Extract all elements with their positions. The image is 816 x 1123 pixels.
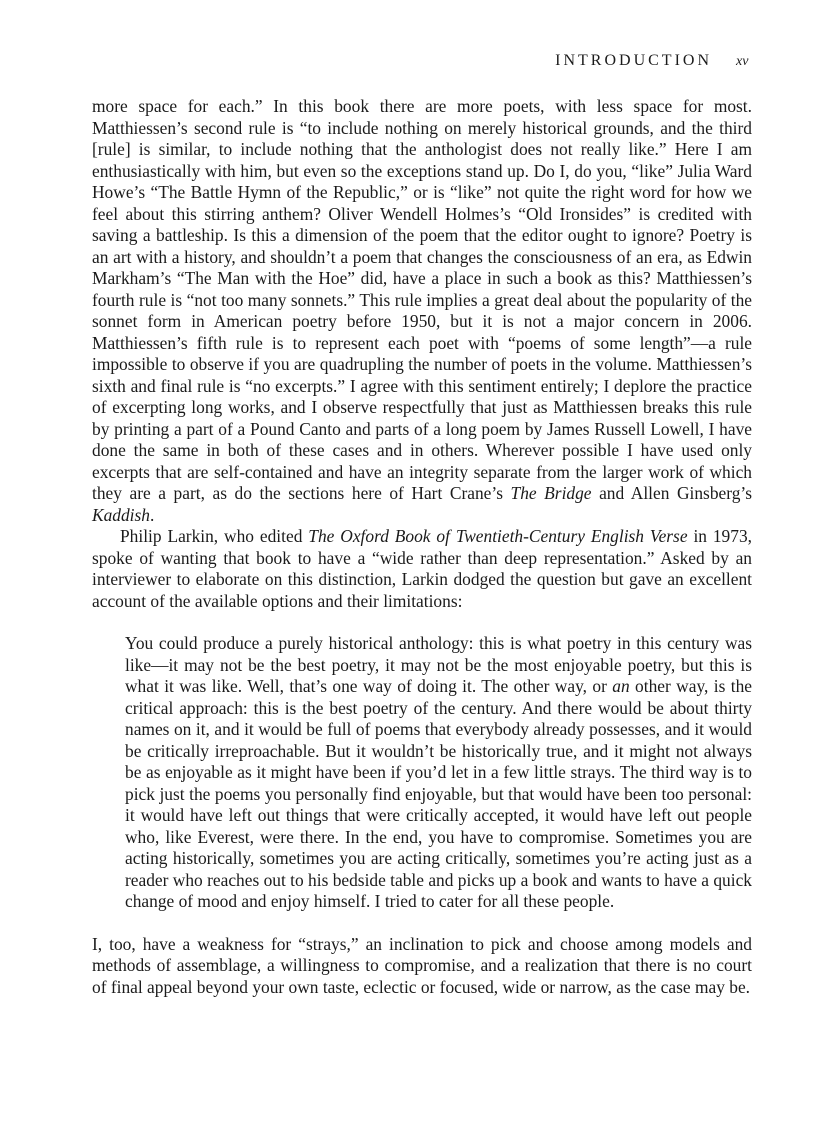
quote-text: You could produce a purely historical anthology: this is what poetry in this century was like—it may not be the best poetry, it may not be the most enjoyable poetry, but this is what it was like. Well, that’s one way of doing it. The other way, or bbox=[125, 633, 752, 696]
paragraph-text: . bbox=[149, 504, 155, 525]
running-head bbox=[0, 52, 816, 74]
paragraph-matthiessen-rules bbox=[92, 96, 752, 526]
paragraph-text: more space for each.” In this book there are more poets, with less space for most. Matthiessen’s second rule is “to include nothing on merely historical grounds, and the third [rule] is similar, to include nothing that the anthologist does not really like.” Here I am enthusiastically with him, but even so the exceptions stand up. Do I, do you, “like” Julia Ward Howe’s “The Battle Hymn of the Republic,” or is “like” not quite the right word for how we feel about this stirring anthem? Oliver Wendell Holmes’s “Old Ironsides” is credited with saving a battleship. Is this a dimension of the poem that the editor ought to ignore? Poetry is an art with a history, and shouldn’t a poem that changes the consciousness of an era, as Edwin Markham’s “The Man with the Hoe” did, have a place in such a book as this? Matthiessen’s fourth rule is “not too many sonnets.” This rule implies a great deal about the popularity of the sonnet form in American poetry before 1950, but it is not a major concern in 2006. Matthiessen’s fifth rule is to represent each poet with “poems of some length”—a rule impossible to observe if you are quadrupling the number of poets in the volume. Matthiessen’s sixth and final rule is “no excerpts.” I agree with this sentiment entirely; I deplore the practice of excerpting long works, and I observe respectfully that just as Matthiessen breaks this rule by printing a part of a Pound Canto and parts of a long poem by James Russell Lowell, I have done the same in both of these cases and in others. Wherever possible I have used only excerpts that are self-contained and have an integrity separate from the larger work of which they are a part, as do the sections here of Hart Crane’s bbox=[92, 96, 752, 503]
book-title-kaddish: Kaddish bbox=[92, 504, 150, 525]
paragraph-text: Philip Larkin, who edited bbox=[120, 526, 309, 546]
quote-text: other way, is the critical approach: this is the best poetry of the century. And there would be about thirty names on it, and it would be full of poems that everybody already possesses, and it would be critically irreproachable. But it wouldn’t be historically true, and it might not always be as enjoyable as it might have been if you’d let in a few little strays. The third way is to pick just the poems you personally find enjoyable, but that would have been too personal: it would have left out things that were critically accepted, it would have left out people who, like Everest, were there. In the end, you have to compromise. Sometimes you are acting historically, sometimes you are acting critically, sometimes you’re acting just as a reader who reaches out to his bedside table and picks up a book and wants to have a quick change of mood and enjoy himself. I tried to cater for all these people. bbox=[125, 676, 752, 911]
paragraph-larkin bbox=[92, 526, 752, 612]
quote-emphasis: an bbox=[612, 676, 630, 696]
page-number: xv bbox=[736, 54, 749, 69]
book-title-oxford-book: The Oxford Book of Twentieth-Century English Verse bbox=[308, 526, 688, 546]
body-text bbox=[92, 96, 752, 998]
book-title-the-bridge: The Bridge bbox=[510, 483, 592, 503]
paragraph-text: and Allen Ginsberg’s bbox=[591, 483, 753, 503]
paragraph-text: in 1973, spoke of wanting that book to have a “wide rather than deep representation.” Asked by an interviewer to elaborate on this distinction, Larkin dodged the question but gave an excellent account of the available options and their limitations: bbox=[92, 526, 752, 611]
larkin-block-quote bbox=[125, 633, 752, 913]
paragraph-strays: I, too, have a weakness for “strays,” an inclination to pick and choose among models and methods of assemblage, a willingness to compromise, and a realization that there is no court of final appeal beyond your own taste, eclectic or focused, wide or narrow, as the case may be. bbox=[92, 933, 752, 997]
running-title: INTRODUCTION bbox=[555, 52, 712, 69]
